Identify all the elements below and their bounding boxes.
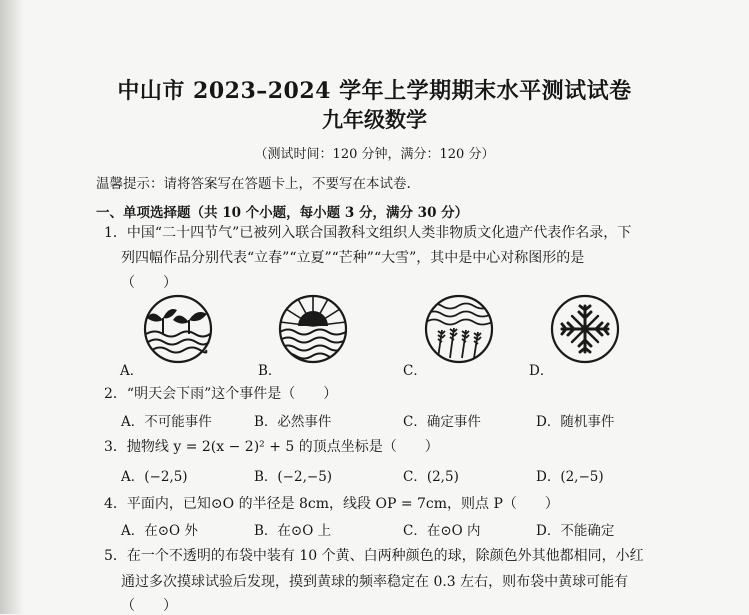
q5-stem-line3: （ ） xyxy=(121,598,177,614)
q3-option-a: A．(−2,5) xyxy=(121,469,188,485)
q5-stem-line2: 通过多次摸球试验后发现，摸到黄球的频率稳定在 0.3 左右，则布袋中黄球可能有 xyxy=(121,574,629,590)
q4-option-b: B．在⊙O 上 xyxy=(254,523,332,539)
sun-waves-icon xyxy=(278,294,348,364)
reminder: 温馨提示：请将答案写在答题卡上，不要写在本试卷. xyxy=(96,176,411,192)
q3-option-c: C．(2,5) xyxy=(403,469,459,485)
snowflake-icon xyxy=(550,294,620,364)
q4-option-a: A．在⊙O 外 xyxy=(121,523,198,539)
q1-stem-line2: 列四幅作品分别代表“立春”“立夏”“芒种”“大雪”，其中是中心对称图形的是 xyxy=(121,250,585,266)
q1-stem-line3: （ ） xyxy=(121,275,177,291)
q1-option-b: B． xyxy=(258,363,282,379)
q3-option-b: B．(−2,−5) xyxy=(254,469,333,485)
section-heading: 一、单项选择题（共 10 个小题，每小题 3 分，满分 30 分） xyxy=(96,205,469,221)
q3-option-d: D．(2,−5) xyxy=(536,469,604,485)
q3-stem: 3．抛物线 y = 2(x − 2)² + 5 的顶点坐标是（ ） xyxy=(104,439,439,455)
sprout-icon xyxy=(143,294,213,364)
q1-option-d: D． xyxy=(529,363,554,379)
q2-option-c: C．确定事件 xyxy=(403,414,481,430)
q2-stem: 2．“明天会下雨”这个事件是（ ） xyxy=(104,386,338,402)
q2-option-a: A．不可能事件 xyxy=(121,414,212,430)
q1-stem-line1: 1．中国“二十四节气”已被列入联合国教科文组织人类非物质文化遗产代表作名录，下 xyxy=(104,225,632,241)
q2-option-d: D．随机事件 xyxy=(536,414,615,430)
exam-subject: 九年级数学 xyxy=(322,107,427,132)
exam-title: 中山市 2023–2024 学年上学期期末水平测试试卷 xyxy=(117,78,632,104)
exam-info: （测试时间：120 分钟，满分：120 分） xyxy=(254,147,495,162)
q5-stem-line1: 5．在一个不透明的布袋中装有 10 个黄、白两种颜色的球，除颜色外其他都相同，小红 xyxy=(104,548,644,564)
q2-option-b: B．必然事件 xyxy=(254,414,332,430)
q1-option-a: A． xyxy=(120,363,144,379)
q4-stem: 4．平面内，已知⊙O 的半径是 8cm，线段 OP = 7cm，则点 P（ ） xyxy=(104,496,559,512)
q4-option-c: C．在⊙O 内 xyxy=(403,523,481,539)
q1-option-c: C． xyxy=(403,363,427,379)
grain-field-icon xyxy=(424,294,494,364)
q4-option-d: D．不能确定 xyxy=(536,523,615,539)
